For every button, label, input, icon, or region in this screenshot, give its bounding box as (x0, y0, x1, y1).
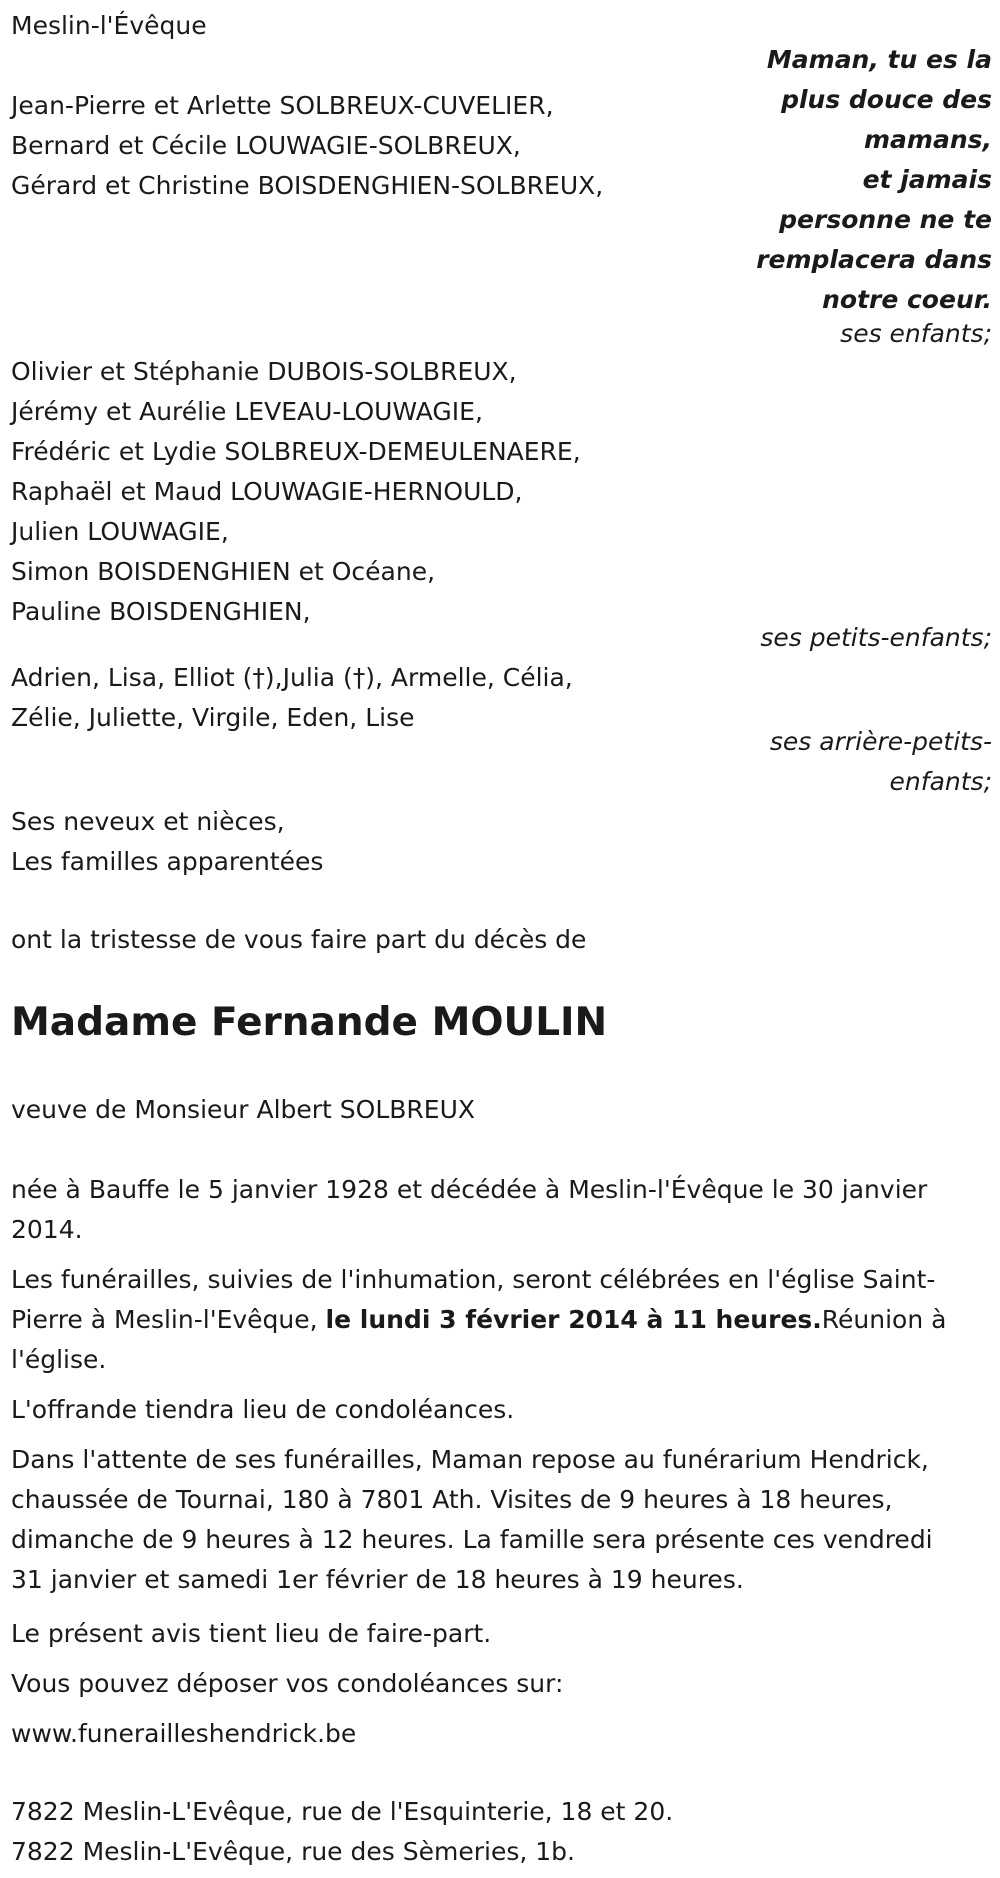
children-label: ses enfants; (840, 319, 992, 348)
birth-death-info: née à Bauffe le 5 janvier 1928 et décédée à Meslin-l'Évêque le 30 janvier 2014. (11, 1175, 928, 1244)
deceased-name: Madame Fernande MOULIN (11, 1000, 608, 1045)
addresses (11, 1792, 673, 1872)
list-item: Jean-Pierre et Arlette SOLBREUX-CUVELIER, (11, 91, 554, 120)
list-item: Adrien, Lisa, Elliot (†),Julia (†), Armelle, Célia, (11, 663, 573, 692)
widow-of: veuve de Monsieur Albert SOLBREUX (11, 1095, 476, 1124)
quote-line: Maman, tu es la (766, 45, 992, 74)
list-item: Gérard et Christine BOISDENGHIEN-SOLBREUX, (11, 171, 604, 200)
great-grandchildren-label: ses arrière-petits- enfants; (769, 727, 992, 796)
notice-text: Le présent avis tient lieu de faire-part. (11, 1619, 492, 1648)
list-item: Olivier et Stéphanie DUBOIS-SOLBREUX, (11, 357, 517, 386)
funeral-date: le lundi 3 février 2014 à 11 heures. (325, 1305, 822, 1334)
website-link[interactable]: www.funerailleshendrick.be (11, 1719, 357, 1748)
list-item: Zélie, Juliette, Virgile, Eden, Lise (11, 703, 415, 732)
announcement-text: ont la tristesse de vous faire part du décès de (11, 925, 587, 954)
quote-line: plus douce des (781, 85, 992, 114)
visiting-info: Dans l'attente de ses funérailles, Maman repose au funérarium Hendrick, chaussée de Tournai, 180 à 7801 Ath. Visites de 9 heures à 18 heures, dimanche de 9 heures à 12 heures. La famille sera présente ces vendredi 31 janvier et samedi 1er février de 18 heures à 19 heures. (11, 1445, 933, 1594)
children-list (11, 86, 603, 206)
funeral-info: Les funérailles, suivies de l'inhumation, seront célébrées en l'église Saint- Pierre à Meslin-l'Evêque, le lundi 3 février 2014 à 11 heures.Réunion à l'église. (11, 1265, 947, 1374)
list-item: Ses neveux et nièces, (11, 807, 285, 836)
list-item: Bernard et Cécile LOUWAGIE-SOLBREUX, (11, 131, 521, 160)
grandchildren-list (11, 352, 581, 632)
address-line: 7822 Meslin-L'Evêque, rue des Sèmeries, 1b. (11, 1837, 575, 1866)
list-item: Les familles apparentées (11, 847, 324, 876)
epitaph-quote (732, 40, 992, 320)
list-item: Julien LOUWAGIE, (11, 517, 229, 546)
condolences-intro: Vous pouvez déposer vos condoléances sur: (11, 1669, 564, 1698)
quote-line: et jamais (862, 165, 992, 194)
address-line: 7822 Meslin-L'Evêque, rue de l'Esquinterie, 18 et 20. (11, 1797, 674, 1826)
list-item: Jérémy et Aurélie LEVEAU-LOUWAGIE, (11, 397, 483, 426)
list-item: Raphaël et Maud LOUWAGIE-HERNOULD, (11, 477, 523, 506)
other-relatives (11, 802, 323, 882)
quote-line: personne ne te (779, 205, 992, 234)
quote-line: mamans, (863, 125, 992, 154)
grandchildren-label: ses petits-enfants; (760, 623, 992, 652)
quote-line: remplacera dans (756, 245, 992, 274)
list-item: Frédéric et Lydie SOLBREUX-DEMEULENAERE, (11, 437, 581, 466)
list-item: Pauline BOISDENGHIEN, (11, 597, 311, 626)
location-header: Meslin-l'Évêque (11, 11, 207, 40)
quote-line: notre coeur. (822, 285, 992, 314)
great-grandchildren-list (11, 658, 573, 738)
list-item: Simon BOISDENGHIEN et Océane, (11, 557, 436, 586)
offering-text: L'offrande tiendra lieu de condoléances. (11, 1395, 515, 1424)
